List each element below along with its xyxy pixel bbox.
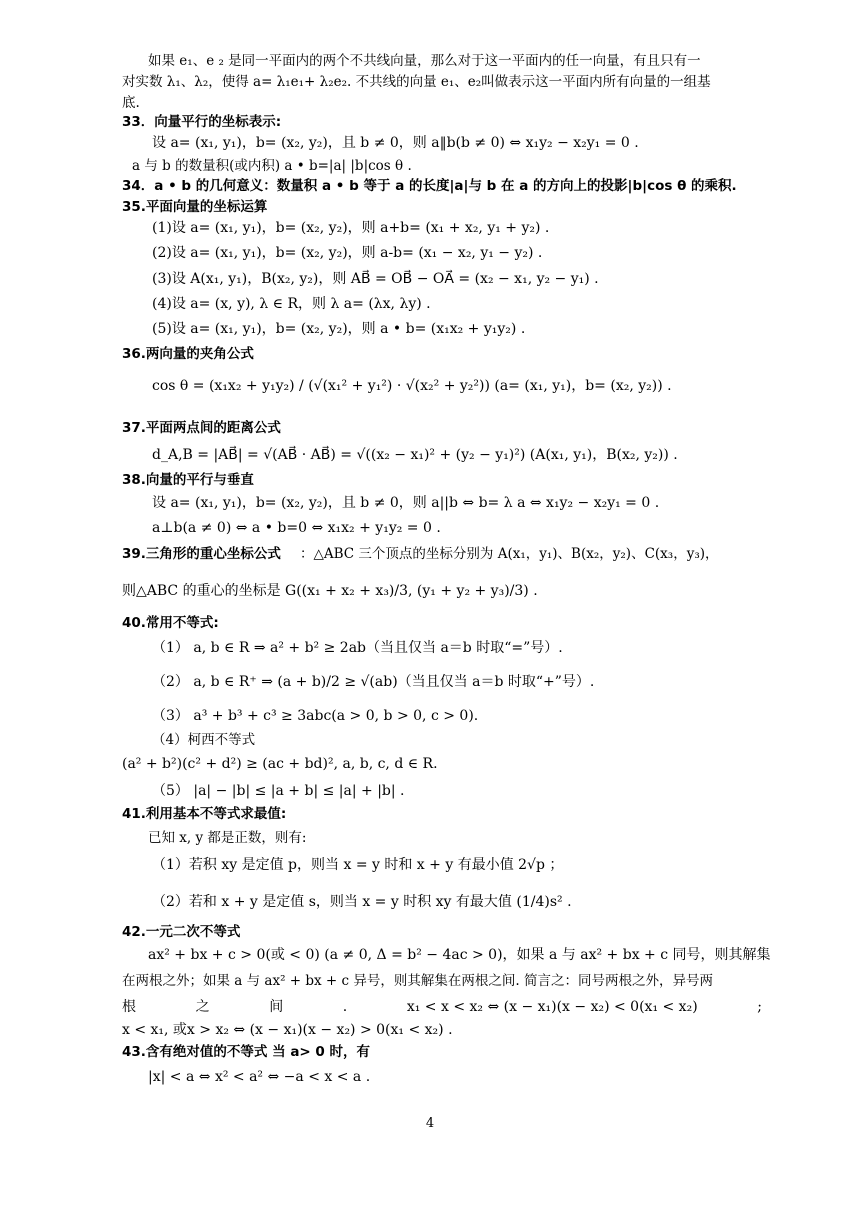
formula-39-centroid: 则△ABC 的重心的坐标是 G((x₁ + x₂ + x₃)/3, (y₁ + y₂ + y₃)/3) . [122,583,538,599]
basis-paragraph-line-1: 如果 e₁、e ₂ 是同一平面内的两个不共线向量，那么对于这一平面内的任一向量，有且只有一 [148,53,701,69]
inequality-40-4-cauchy: (a² + b²)(c² + d²) ≥ (ac + bd)², a, b, c, d ∈ R. [122,756,438,772]
inequality-40-3: （3） a³ + b³ + c³ ≥ 3abc(a > 0, b > 0, c > 0). [152,708,479,724]
formula-37-distance: d_A,B = |AB⃗| = √(AB⃗ · AB⃗) = √((x₂ − x₁)² + (y₂ − y₁)²) (A(x₁, y₁)，B(x₂, y₂)) . [152,447,678,463]
formula-36-angle: cos θ = (x₁x₂ + y₁y₂) / (√(x₁² + y₁²) · √(x₂² + y₂²)) (a= (x₁, y₁)，b= (x₂, y₂)) . [152,378,672,394]
basis-paragraph-line-3: 底. [122,95,140,111]
formula-33-parallel: 设 a= (x₁, y₁)，b= (x₂, y₂)，且 b ≠ 0，则 a‖b(b ≠ 0) ⇔ x₁y₂ − x₂y₁ = 0 . [152,135,639,151]
centroid-intro: ：△ABC 三个顶点的坐标分别为 A(x₁，y₁)、B(x₂，y₂)、C(x₃，y₃)， [300,546,719,562]
quadratic-inside-roots: x₁ < x < x₂ ⇔ (x − x₁)(x − x₂) < 0(x₁ < x₂) [406,999,698,1015]
page-number: 4 [425,1116,435,1131]
heading-42: 42.一元二次不等式 [122,924,241,940]
formula-35-5: (5)设 a= (x₁, y₁)，b= (x₂, y₂)，则 a • b= (x₁x₂ + y₁y₂) . [152,321,526,337]
inequality-40-4-title: （4）柯西不等式 [152,732,256,748]
formula-35-4: (4)设 a= (x, y), λ ∈ R，则 λ a= (λx, λy) . [152,296,431,312]
formula-35-1: (1)设 a= (x₁, y₁)，b= (x₂, y₂)，则 a+b= (x₁ + x₂, y₁ + y₂) . [152,220,550,236]
absolute-value-inequality: |x| < a ⇔ x² < a² ⇔ −a < x < a . [148,1069,371,1085]
heading-41: 41.利用基本不等式求最值: [122,806,287,822]
quadratic-semicolon: ; [757,999,762,1015]
formula-35-2: (2)设 a= (x₁, y₁)，b= (x₂, y₂)，则 a-b= (x₁ − x₂, y₁ − y₂) . [152,245,543,261]
extremum-premise: 已知 x, y 都是正数，则有: [148,830,307,846]
heading-34: 34．a • b 的几何意义：数量积 a • b 等于 a 的长度|a|与 b 在 a 的方向上的投影|b|cos θ 的乘积. [122,178,737,194]
heading-35: 35.平面向量的坐标运算 [122,199,268,215]
extremum-41-1: （1）若积 xy 是定值 p，则当 x = y 时和 x + y 有最小值 2√p ； [152,857,564,873]
quadratic-line-3 [122,998,762,1016]
heading-43: 43.含有绝对值的不等式 当 a> 0 时，有 [122,1044,371,1060]
heading-40: 40.常用不等式: [122,615,219,631]
heading-37: 37.平面两点间的距离公式 [122,420,281,436]
extremum-41-2: （2）若和 x + y 是定值 s，则当 x = y 时积 xy 有最大值 (1/4)s² . [152,894,572,910]
formula-38-perpendicular: a⊥b(a ≠ 0) ⇔ a • b=0 ⇔ x₁x₂ + y₁y₂ = 0 . [152,520,441,536]
basis-paragraph-line-2: 对实数 λ₁、λ₂，使得 a= λ₁e₁+ λ₂e₂. 不共线的向量 e₁、e₂叫做表示这一平面内所有向量的一组基 [122,74,711,90]
formula-33-dot-product: a 与 b 的数量积(或内积) a • b=|a| |b|cos θ . [132,158,412,174]
heading-38: 38.向量的平行与垂直 [122,472,254,488]
heading-36: 36.两向量的夹角公式 [122,346,254,362]
inequality-40-2: （2） a, b ∈ R⁺ ⇒ (a + b)/2 ≥ √(ab)（当且仅当 a＝b 时取“+”号）. [152,674,595,690]
quadratic-word-2: 之 [195,999,210,1015]
heading-33: 33．向量平行的坐标表示: [122,114,282,130]
quadratic-word-1: 根 [122,999,136,1015]
quadratic-line-2: 在两根之外；如果 a 与 ax² + bx + c 异号，则其解集在两根之间. 简言之：同号两根之外，异号两 [122,973,713,989]
inequality-40-1: （1） a, b ∈ R ⇒ a² + b² ≥ 2ab（当且仅当 a＝b 时取“=”号）. [152,640,563,656]
quadratic-period: . [342,999,348,1015]
quadratic-word-3: 间 [269,999,284,1015]
inequality-40-5: （5） |a| − |b| ≤ |a + b| ≤ |a| + |b| . [152,783,405,799]
quadratic-outside-roots: x < x₁, 或x > x₂ ⇔ (x − x₁)(x − x₂) > 0(x₁ < x₂) . [122,1022,453,1038]
formula-35-3: (3)设 A(x₁, y₁)，B(x₂, y₂)，则 AB⃗ = OB⃗ − OA⃗ = (x₂ − x₁, y₂ − y₁) . [152,271,599,287]
heading-39: 39.三角形的重心坐标公式 [122,546,281,562]
quadratic-line-1: ax² + bx + c > 0(或 < 0) (a ≠ 0, Δ = b² − 4ac > 0)，如果 a 与 ax² + bx + c 同号，则其解集 [148,947,771,963]
formula-38-parallel: 设 a= (x₁, y₁)，b= (x₂, y₂)，且 b ≠ 0，则 a||b ⇔ b= λ a ⇔ x₁y₂ − x₂y₁ = 0 . [152,495,660,511]
